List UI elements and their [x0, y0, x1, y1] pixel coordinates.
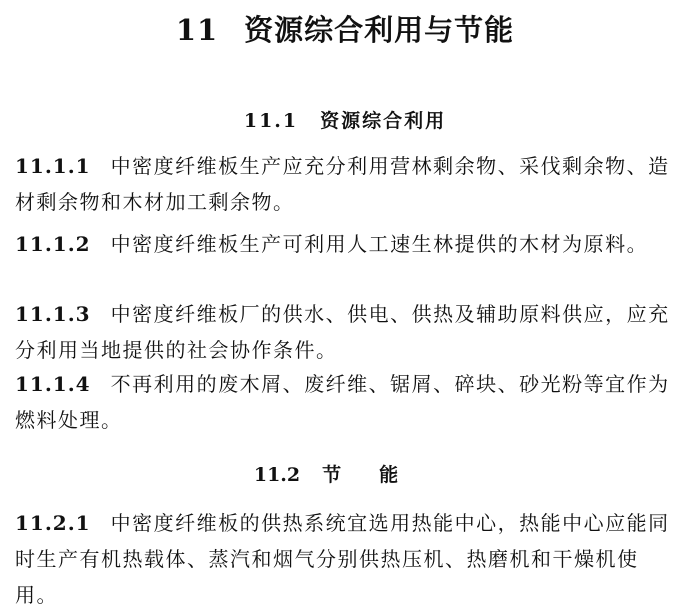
clause-text: 不再利用的废木屑、废纤维、锯屑、碎块、砂光粉等宜作为燃料处理。	[15, 372, 670, 432]
clause-text: 中密度纤维板厂的供水、供电、供热及辅助原料供应，应充分利用当地提供的社会协作条件。	[15, 302, 670, 362]
clause-number: 11.1.1	[15, 154, 91, 178]
chapter-title-text: 资源综合利用与节能	[244, 13, 515, 47]
chapter-number: 11	[175, 13, 219, 47]
chapter-title	[0, 8, 690, 49]
clause-11-1-4	[15, 366, 677, 438]
clause-11-1-2	[15, 226, 677, 262]
clause-number: 11.2.1	[15, 511, 91, 535]
clause-number: 11.1.3	[15, 302, 91, 326]
section-heading-11-2	[0, 460, 690, 487]
section-number: 11.2	[253, 464, 301, 486]
section-heading-11-1	[0, 106, 690, 133]
clause-text: 中密度纤维板的供热系统宜选用热能中心，热能中心应能同时生产有机热载体、蒸汽和烟气分别供热压机、热磨机和干燥机使用。	[15, 511, 670, 607]
section-title: 资源综合利用	[320, 110, 447, 132]
clause-11-2-1	[15, 505, 677, 613]
section-number: 11.1	[243, 110, 299, 132]
clause-number: 11.1.2	[15, 232, 91, 256]
clause-11-1-1	[15, 148, 677, 220]
clause-11-1-3	[15, 296, 677, 368]
section-title: 节能	[322, 464, 437, 486]
clause-text: 中密度纤维板生产应充分利用营林剩余物、采伐剩余物、造材剩余物和木材加工剩余物。	[15, 154, 670, 214]
clause-number: 11.1.4	[15, 372, 91, 396]
clause-text: 中密度纤维板生产可利用人工速生林提供的木材为原料。	[110, 232, 649, 256]
